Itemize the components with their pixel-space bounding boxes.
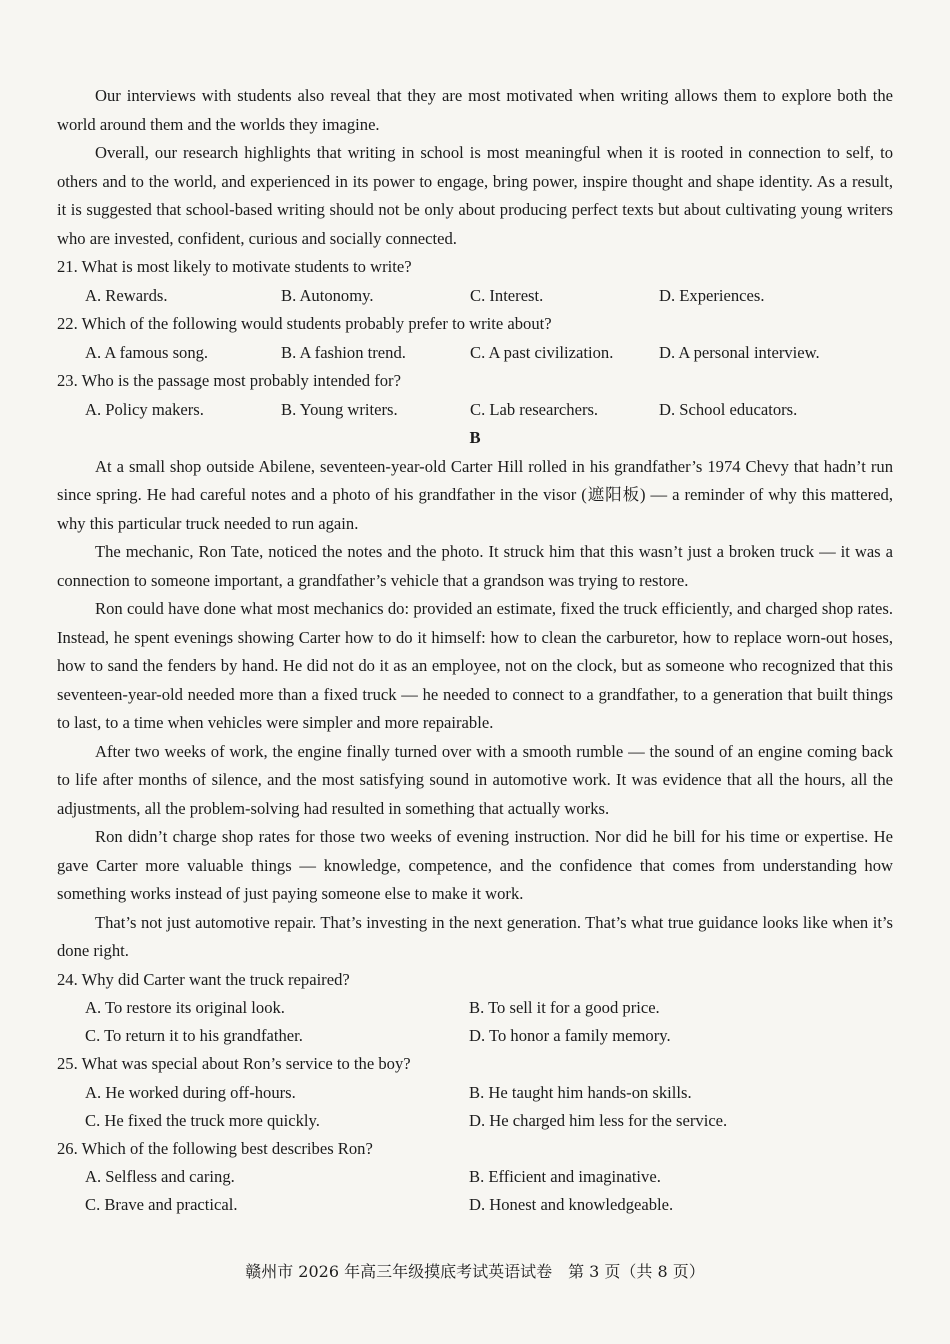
option-b: B. To sell it for a good price.	[469, 998, 660, 1017]
option-a: A. Rewards.	[85, 285, 168, 305]
passage-b-paragraph: After two weeks of work, the engine finally turned over with a smooth rumble — the sound of an engine coming back to life after months of silence, and the most satisfying sound in automotive work. It was evidence that all the hours, all the adjustments, all the problem-solving had resulted in something that actually works.	[57, 741, 893, 818]
question-stem: 25. What was special about Ron’s service to the boy?	[57, 1054, 411, 1073]
question-26	[57, 1135, 893, 1220]
passage-b-paragraph: The mechanic, Ron Tate, noticed the notes and the photo. It struck him that this wasn’t just a broken truck — it was a connection to someone important, a grandfather’s vehicle that a grandson was trying to restore.	[57, 542, 893, 590]
option-b: B. Autonomy.	[281, 285, 374, 305]
option-b: B. Efficient and imaginative.	[469, 1167, 661, 1186]
option-a: A. Selfless and caring.	[85, 1167, 235, 1186]
option-a: A. He worked during off-hours.	[85, 1082, 296, 1102]
options-row	[57, 1191, 893, 1219]
option-d: D. Honest and knowledgeable.	[469, 1195, 674, 1214]
options-row	[57, 1107, 893, 1135]
options-row	[57, 339, 893, 368]
question-stem: 24. Why did Carter want the truck repaired?	[57, 969, 350, 989]
passage-a-paragraph: Our interviews with students also reveal that they are most motivated when writing allows them to explore both the world around them and the worlds they imagine.	[57, 86, 893, 134]
option-a: A. To restore its original look.	[85, 998, 285, 1017]
question-stem: 22. Which of the following would students probably prefer to write about?	[57, 314, 552, 333]
option-b: B. He taught him hands-on skills.	[469, 1082, 692, 1102]
question-stem: 26. Which of the following best describes Ron?	[57, 1138, 373, 1158]
option-d: D. Experiences.	[659, 285, 765, 305]
question-21	[57, 253, 893, 310]
question-23	[57, 367, 893, 424]
option-d: D. He charged him less for the service.	[469, 1110, 728, 1130]
option-c: C. A past civilization.	[470, 342, 614, 362]
exam-page	[57, 82, 893, 1219]
options-row	[57, 1163, 893, 1191]
passage-a-paragraph: Overall, our research highlights that writing in school is most meaningful when it is rooted in connection to self, to others and to the world, and experienced in its power to engage, bring power, inspire thought and shape identity. As a result, it is suggested that school-based writing should not be only about producing perfect texts but about cultivating young writers who are invested, confident, curious and socially connected.	[57, 143, 893, 248]
option-b: B. A fashion trend.	[281, 342, 406, 362]
options-row	[57, 282, 893, 311]
option-a: A. Policy makers.	[85, 399, 204, 419]
question-stem: 21. What is most likely to motivate students to write?	[57, 257, 412, 276]
option-d: D. School educators.	[659, 399, 798, 419]
passage-b-paragraph: That’s not just automotive repair. That’s investing in the next generation. That’s what true guidance looks like when it’s done right.	[57, 912, 893, 960]
option-b: B. Young writers.	[281, 399, 398, 419]
passage-b-paragraph: Ron didn’t charge shop rates for those two weeks of evening instruction. Nor did he bill for his time or expertise. He gave Carter more valuable things — knowledge, competence, and the confidence that comes from understanding how something works instead of just paying someone else to make it work.	[57, 827, 893, 903]
question-stem: 23. Who is the passage most probably intended for?	[57, 371, 401, 390]
option-c: C. He fixed the truck more quickly.	[85, 1110, 320, 1130]
option-d: D. A personal interview.	[659, 342, 820, 362]
option-d: D. To honor a family memory.	[469, 1026, 671, 1045]
passage-b-paragraph: Ron could have done what most mechanics do: provided an estimate, fixed the truck efficiently, and charged shop rates. Instead, he spent evenings showing Carter how to do it himself: how to clean the carburetor, how to replace worn-out hoses, how to sand the fenders by hand. He did not do it as an employee, not on the clock, but as someone who recognized that this seventeen-year-old needed more than a fixed truck — he needed to connect to a grandfather, to a generation that built things to last, to a time when vehicles were simpler and more repairable.	[57, 599, 893, 732]
passage-b-paragraph: At a small shop outside Abilene, seventeen-year-old Carter Hill rolled in his grandfather’s 1974 Chevy that hadn’t run since spring. He had careful notes and a photo of his grandfather in the visor (遮阳板) — a reminder of why this mattered, why this particular truck needed to run again.	[57, 456, 893, 533]
options-row	[57, 994, 893, 1022]
option-c: C. To return it to his grandfather.	[85, 1026, 303, 1045]
options-row	[57, 1079, 893, 1107]
option-c: C. Lab researchers.	[470, 399, 599, 419]
options-row	[57, 396, 893, 425]
question-22	[57, 310, 893, 367]
page-footer: 赣州市 2026 年高三年级摸底考试英语试卷 第 3 页（共 8 页）	[245, 1262, 705, 1281]
options-row	[57, 1022, 893, 1050]
option-c: C. Interest.	[470, 285, 544, 305]
section-heading: B	[469, 428, 481, 447]
option-a: A. A famous song.	[85, 342, 209, 362]
option-c: C. Brave and practical.	[85, 1195, 238, 1214]
question-25	[57, 1050, 893, 1135]
question-24	[57, 966, 893, 1051]
